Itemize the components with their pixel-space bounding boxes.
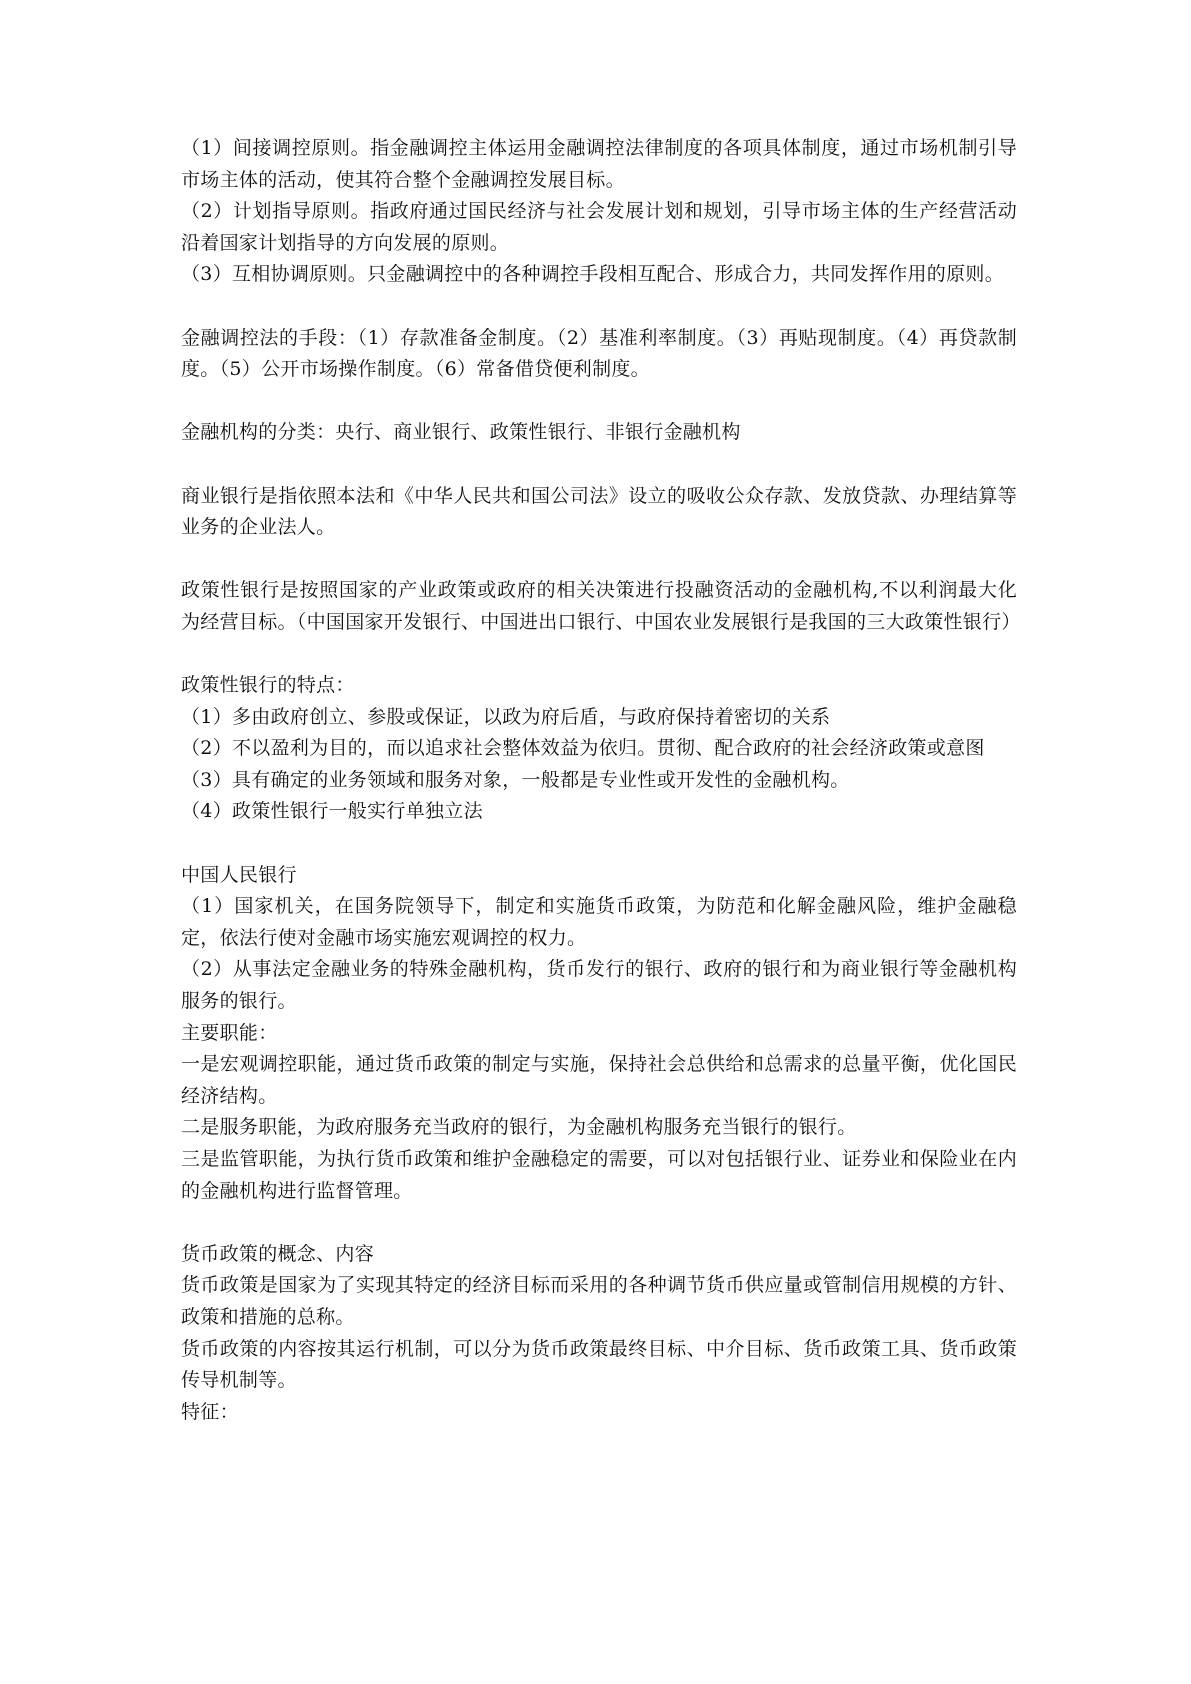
- paragraph-main-functions-heading: 主要职能：: [181, 1021, 278, 1044]
- paragraph-gap: [181, 639, 1017, 671]
- paragraph-feature-3: （3）具有确定的业务领域和服务对象，一般都是专业性或开发性的金融机构。: [181, 768, 850, 791]
- paragraph-monetary-policy-definition: 货币政策是国家为了实现其特定的经济目标而采用的各种调节货币供应量或管制信用规模的方针、政策和措施的总称。: [181, 1274, 1017, 1328]
- paragraph-pboc-heading: 中国人民银行: [181, 863, 297, 886]
- paragraph-gap: [181, 1207, 1017, 1239]
- paragraph-policy-bank-features-heading: 政策性银行的特点：: [181, 674, 355, 697]
- paragraph-mutual-coordination: （3）互相协调原则。只金融调控中的各种调控手段相互配合、形成合力，共同发挥作用的原则。: [181, 263, 1004, 286]
- paragraph-pboc-1: （1）国家机关，在国务院领导下，制定和实施货币政策，为防范和化解金融风险，维护金融稳定，依法行使对金融市场实施宏观调控的权力。: [181, 895, 1017, 949]
- paragraph-feature-1: （1）多由政府创立、参股或保证，以政为府后盾，与政府保持着密切的关系: [181, 705, 831, 728]
- paragraph-indirect-control: （1）间接调控原则。指金融调控主体运用金融调控法律制度的各项具体制度，通过市场机制引导市场主体的活动，使其符合整个金融调控发展目标。: [181, 137, 1017, 191]
- paragraph-feature-4: （4）政策性银行一般实行单独立法: [181, 800, 483, 823]
- paragraph-characteristics-heading: 特征：: [181, 1400, 239, 1423]
- paragraph-function-3: 三是监管职能，为执行货币政策和维护金融稳定的需要，可以对包括银行业、证券业和保险业在内的金融机构进行监督管理。: [181, 1148, 1017, 1202]
- paragraph-gap: [181, 386, 1017, 418]
- paragraph-gap: [181, 828, 1017, 860]
- paragraph-feature-2: （2）不以盈利为目的，而以追求社会整体效益为依归。贯彻、配合政府的社会经济政策或意图: [181, 737, 985, 760]
- paragraph-pboc-2: （2）从事法定金融业务的特殊金融机构，货币发行的银行、政府的银行和为商业银行等金融机构服务的银行。: [181, 958, 1017, 1013]
- paragraph-gap: [181, 291, 1017, 323]
- paragraph-policy-bank: 政策性银行是按照国家的产业政策或政府的相关决策进行投融资活动的金融机构,不以利润最大化为经营目标。（中国国家开发银行、中国进出口银行、中国农业发展银行是我国的三大政策性银行）: [181, 579, 1021, 633]
- paragraph-institution-types: 金融机构的分类：央行、商业银行、政策性银行、非银行金融机构: [181, 421, 741, 444]
- document-page: [181, 133, 1021, 1428]
- paragraph-gap: [181, 544, 1017, 576]
- paragraph-function-2: 二是服务职能，为政府服务充当政府的银行，为金融机构服务充当银行的银行。: [181, 1116, 857, 1139]
- paragraph-gap: [181, 449, 1017, 481]
- paragraph-monetary-policy-heading: 货币政策的概念、内容: [181, 1242, 375, 1265]
- paragraph-monetary-policy-content: 货币政策的内容按其运行机制，可以分为货币政策最终目标、中介目标、货币政策工具、货币政策传导机制等。: [181, 1337, 1017, 1392]
- paragraph-control-means: 金融调控法的手段：（1）存款准备金制度。（2）基准利率制度。（3）再贴现制度。（4）再贷款制度。（5）公开市场操作制度。（6）常备借贷便利制度。: [181, 326, 1017, 381]
- paragraph-plan-guidance: （2）计划指导原则。指政府通过国民经济与社会发展计划和规划，引导市场主体的生产经营活动沿着国家计划指导的方向发展的原则。: [181, 200, 1017, 254]
- paragraph-commercial-bank: 商业银行是指依照本法和《中华人民共和国公司法》设立的吸收公众存款、发放贷款、办理结算等业务的企业法人。: [181, 484, 1017, 539]
- paragraph-function-1: 一是宏观调控职能，通过货币政策的制定与实施，保持社会总供给和总需求的总量平衡，优化国民经济结构。: [181, 1053, 1017, 1107]
